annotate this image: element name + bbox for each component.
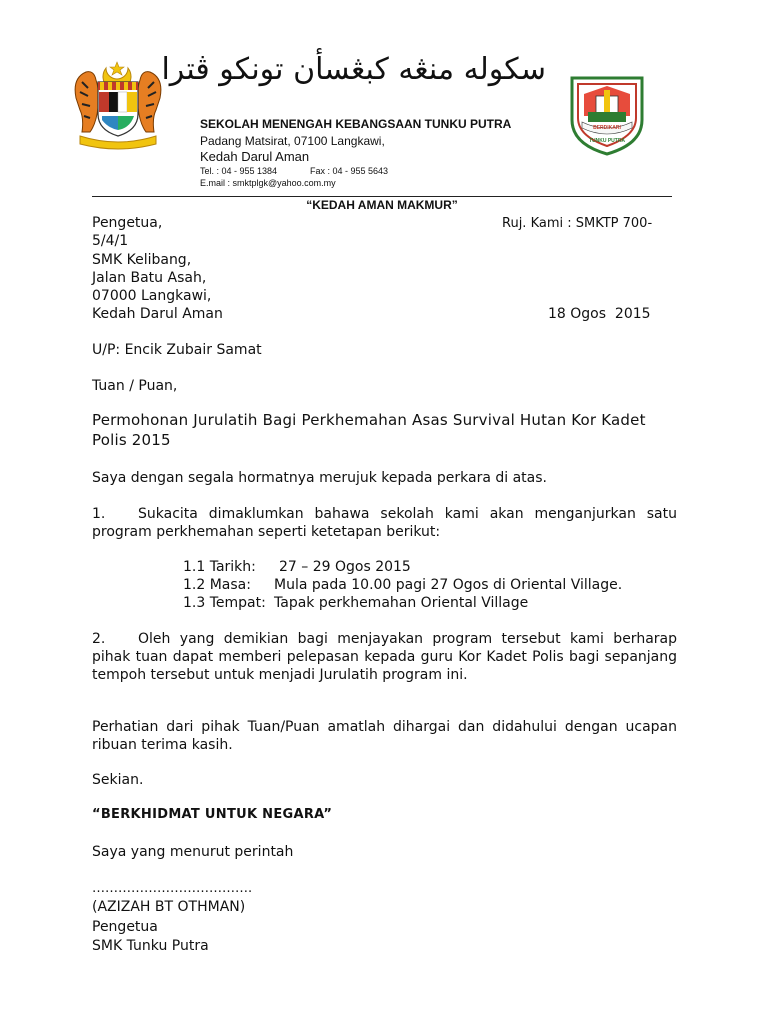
state-motto: “KEDAH AMAN MAKMUR” <box>306 198 458 212</box>
recipient-line3: SMK Kelibang, <box>92 252 192 268</box>
coat-of-arms-icon <box>70 58 166 150</box>
school-name-jawi: سکوله منڠه کبڠسأن تونکو ڤترا <box>161 52 546 87</box>
school-crest-text-top: BERDIKARI <box>593 125 621 131</box>
slogan: “BERKHIDMAT UNTUK NEGARA” <box>92 807 333 822</box>
paragraph-1-text: Sukacita dimaklumkan bahawa sekolah kami akan menganjurkan satu program perkhemahan seperti ketetapan berikut: <box>92 506 677 540</box>
sekian-text: Sekian. <box>92 772 144 788</box>
reference-number: Ruj. Kami : SMKTP 700- <box>502 216 653 231</box>
paragraph-2-number: 2. <box>92 631 106 647</box>
school-crest-icon <box>566 72 648 158</box>
salutation: Tuan / Puan, <box>92 378 178 394</box>
school-fax: Fax : 04 - 955 5643 <box>310 166 389 176</box>
school-address-line2: Kedah Darul Aman <box>200 149 310 164</box>
paragraph-1 <box>92 505 677 541</box>
recipient-line5: 07000 Langkawi, <box>92 288 212 304</box>
letter-subject: Permohonan Jurulatih Bagi Perkhemahan Asas Survival Hutan Kor Kadet Polis 2015 <box>92 411 646 449</box>
detail-date-label: 1.1 Tarikh: <box>183 559 256 575</box>
header-divider <box>92 196 672 197</box>
paragraph-2-text: Oleh yang demikian bagi menjayakan program tersebut kami berharap pihak tuan dapat memberi pelepasan kepada guru Kor Kadet Polis bagi sepanjang tempoh tersebut untuk menjadi Jurulatih program ini. <box>92 631 677 683</box>
attention-line: U/P: Encik Zubair Samat <box>92 342 262 358</box>
detail-time-label: 1.2 Masa: <box>183 577 251 593</box>
letter-date: 18 Ogos 2015 <box>548 306 651 322</box>
signatory-school: SMK Tunku Putra <box>92 938 209 954</box>
recipient-line1: Pengetua, <box>92 215 163 231</box>
signature-line: ………………………………. <box>92 881 253 896</box>
detail-date-value: 27 – 29 Ogos 2015 <box>279 559 411 575</box>
school-crest-text-bottom: TUNKU PUTRA <box>588 138 626 144</box>
detail-time-value: Mula pada 10.00 pagi 27 Ogos di Oriental Village. <box>274 577 623 593</box>
recipient-line2: 5/4/1 <box>92 233 129 249</box>
paragraph-2 <box>92 630 677 684</box>
signatory-name: (AZIZAH BT OTHMAN) <box>92 899 246 915</box>
closing-paragraph: Perhatian dari pihak Tuan/Puan amatlah dihargai dan didahului dengan ucapan ribuan terima kasih. <box>92 719 677 753</box>
yours-faithfully: Saya yang menurut perintah <box>92 844 294 860</box>
school-email: E.mail : smktplgk@yahoo.com.my <box>200 178 336 188</box>
signatory-title: Pengetua <box>92 919 158 935</box>
recipient-line6: Kedah Darul Aman <box>92 306 223 322</box>
school-address-line1: Padang Matsirat, 07100 Langkawi, <box>200 134 385 148</box>
recipient-line4: Jalan Batu Asah, <box>92 270 207 286</box>
school-tel: Tel. : 04 - 955 1384 <box>200 166 278 176</box>
paragraph-1-number: 1. <box>92 506 106 522</box>
detail-place-label: 1.3 Tempat: <box>183 595 266 611</box>
detail-place-value: Tapak perkhemahan Oriental Village <box>274 595 529 611</box>
school-name: SEKOLAH MENENGAH KEBANGSAAN TUNKU PUTRA <box>200 117 512 131</box>
intro-text: Saya dengan segala hormatnya merujuk kepada perkara di atas. <box>92 470 547 486</box>
